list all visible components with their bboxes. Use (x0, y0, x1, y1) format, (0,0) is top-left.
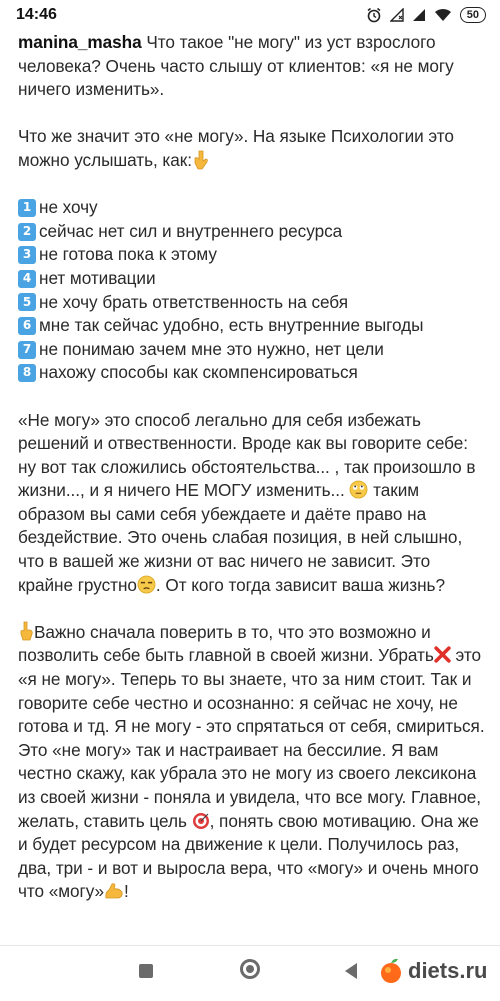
keycap-number-icon: 8 (18, 364, 36, 382)
recents-button[interactable] (139, 964, 153, 978)
eye-roll-emoji-icon (349, 480, 368, 499)
status-icons (366, 7, 486, 23)
list-item (18, 314, 488, 338)
list-item-text: сейчас нет сил и внутреннего ресурса (39, 220, 343, 241)
list-item-text: мне так сейчас удобно, есть внутренние выгоды (39, 315, 424, 336)
apple-logo-icon (378, 957, 404, 985)
keycap-number-icon: 1 (18, 199, 36, 217)
list-item-text: нахожу способы как скомпенсироваться (39, 362, 358, 383)
cross-mark-emoji-icon (434, 646, 451, 663)
post-content (18, 31, 488, 904)
sim-signal-icon (412, 8, 426, 22)
paragraph-text: . От кого тогда зависит ваша жизнь? (155, 574, 445, 595)
wifi-icon (434, 8, 452, 22)
list-item (18, 243, 488, 267)
post-meaning-text: Что же значит это «не могу». На языке Психологии это можно услышать, как: (18, 126, 454, 170)
paragraph-text: ! (124, 881, 129, 902)
target-emoji-icon (192, 812, 210, 830)
paragraph-text: «Не могу» это способ легально для себя избежать решений и отвественности. Вроде как вы говорите себе: ну вот так сложились обстоятельства... , так произошло в жизни..., и я ничего НЕ МОГУ изменить... (18, 409, 476, 501)
keycap-number-icon: 6 (18, 317, 36, 335)
alarm-icon (366, 7, 382, 23)
status-time: 14:46 (16, 6, 57, 23)
list-item (18, 361, 488, 385)
list-item-text: не хочу брать ответственность на себя (39, 291, 348, 312)
battery-indicator: 50 (460, 7, 486, 23)
post-meaning (18, 125, 488, 172)
post-intro (18, 31, 488, 102)
muscle-emoji-icon (104, 882, 124, 900)
list-item-text: не понимаю зачем мне это нужно, нет цели (39, 338, 384, 359)
keycap-number-icon: 5 (18, 293, 36, 311)
list-item-text: нет мотивации (39, 267, 156, 288)
list-item (18, 291, 488, 315)
pointing-down-emoji-icon (192, 150, 210, 170)
list-item (18, 220, 488, 244)
post-paragraph-believe (18, 621, 488, 904)
post-paragraph-escape (18, 409, 488, 598)
list-item (18, 196, 488, 220)
keycap-number-icon: 7 (18, 341, 36, 359)
back-button[interactable] (345, 963, 357, 979)
paragraph-text: таким образом вы сами себя убеждаете и даёте право на бездействие. Это очень слабая позиция, в ней слышно, что в вашей же жизни от вас ничего не зависит. Это крайне грустно (18, 480, 463, 595)
watermark (378, 957, 487, 985)
keycap-number-icon: 4 (18, 270, 36, 288)
paragraph-text: , понять свою мотивацию. Она же и будет ресурсом на движение к цели. Получилось раз, два, три - и вот и выросла вера, что «могу» и очень много что «могу» (18, 810, 479, 902)
unamused-emoji-icon (137, 575, 156, 594)
watermark-text: diets.ru (408, 958, 488, 983)
post-username[interactable]: manina_masha (18, 32, 142, 52)
index-up-emoji-icon (18, 621, 34, 641)
home-button[interactable] (240, 959, 260, 979)
paragraph-text: Важно сначала поверить в то, что это возможно и позволить себе быть главной в своей жизни. Убрать (18, 621, 434, 666)
keycap-number-icon: 2 (18, 223, 36, 241)
list-item-text: не хочу (39, 197, 98, 218)
list-item (18, 267, 488, 291)
list-item (18, 338, 488, 362)
reasons-list (18, 196, 488, 385)
list-item-text: не готова пока к этому (39, 244, 217, 265)
post-intro-text: Что такое "не могу" из уст взрослого человека? Очень часто слышу от клиентов: «я не могу ничего изменить». (18, 32, 454, 100)
paragraph-text: это «я не могу». Теперь то вы знаете, что за ним стоит. Так и говорите себе честно и осознанно: я сейчас не хочу, не готова и тд. Я не могу - это спрятаться от себя, смириться. Это «не могу» так и настраивает на бессилие. Я вам честно скажу, как убрала это не могу из своего лексикона из своей жизни - поняла и увидела, что все могу. Главное, желать, ставить цель (18, 645, 485, 831)
status-bar (0, 0, 500, 30)
keycap-number-icon: 3 (18, 246, 36, 264)
sim-no-signal-icon (390, 8, 404, 22)
